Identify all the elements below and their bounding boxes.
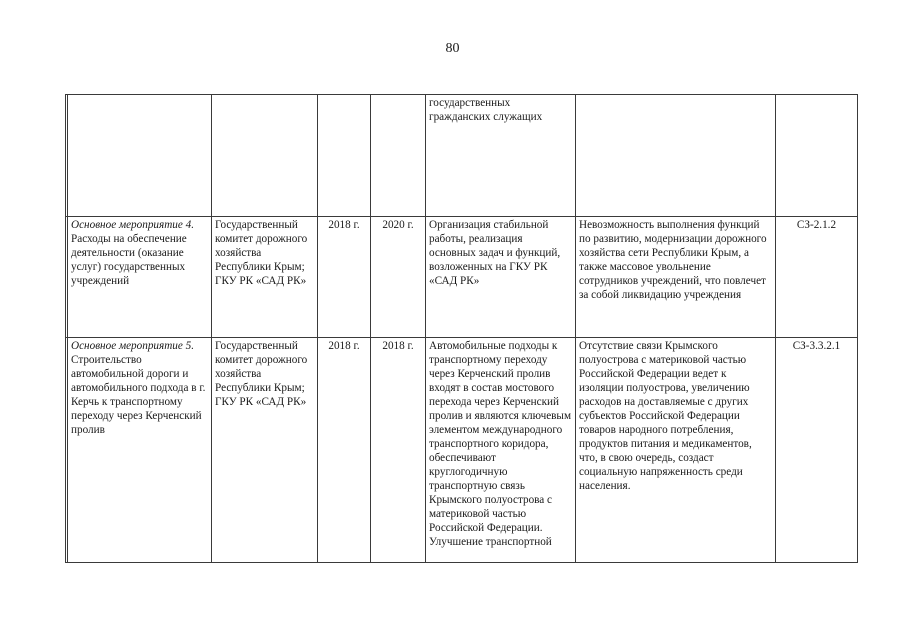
start-year-cell — [318, 95, 371, 217]
end-year-cell: 2018 г. — [371, 338, 426, 563]
result-cell: государственных гражданских служащих — [426, 95, 576, 217]
executor-cell: Государственный комитет дорожного хозяйства Республики Крым; ГКУ РК «САД РК» — [212, 217, 318, 338]
measure-cell — [68, 95, 212, 217]
measure-heading: Основное мероприятие 4. — [71, 219, 195, 231]
table-row — [66, 95, 858, 217]
measure-heading: Основное мероприятие 5. — [71, 340, 195, 352]
measure-text: Расходы на обеспечение деятельности (оказание услуг) государственных учреждений — [71, 233, 187, 287]
indicator-code-cell: СЗ-2.1.2 — [776, 217, 858, 338]
indicator-code-cell: СЗ-3.3.2.1 — [776, 338, 858, 563]
consequence-cell — [576, 95, 776, 217]
start-year-cell: 2018 г. — [318, 217, 371, 338]
table-row — [66, 217, 858, 338]
indicator-code-cell — [776, 95, 858, 217]
result-cell: Автомобильные подходы к транспортному переходу через Керченский пролив входят в состав мостового перехода через Керченский пролив и являются ключевым элементом международного транспортного коридора, обеспечивают круглогодичную транспортную связь Крымского полуострова с материковой частью Российской Федерации. Улучшение транспортной — [426, 338, 576, 563]
measure-cell — [68, 338, 212, 563]
executor-cell — [212, 95, 318, 217]
executor-cell: Государственный комитет дорожного хозяйства Республики Крым; ГКУ РК «САД РК» — [212, 338, 318, 563]
start-year-cell: 2018 г. — [318, 338, 371, 563]
page-number: 80 — [445, 41, 460, 56]
measure-text: Строительство автомобильной дороги и автомобильного подхода в г. Керчь к транспортному переходу через Керченский пролив — [71, 354, 206, 436]
result-cell: Организация стабильной работы, реализация основных задач и функций, возложенных на ГКУ РК «САД РК» — [426, 217, 576, 338]
measures-table — [65, 94, 858, 563]
consequence-cell: Невозможность выполнения функций по развитию, модернизации дорожного хозяйства сети Республики Крым, а также массовое увольнение сотрудников учреждений, что повлечет за собой ликвидацию учреждения — [576, 217, 776, 338]
consequence-cell: Отсутствие связи Крымского полуострова с материковой частью Российской Федерации ведет к изоляции полуострова, увеличению расходов на доставляемые с других субъектов Российской Федерации товаров народного потребления, продуктов питания и медикаментов, что, в свою очередь, создаст социальную напряженность среди населения. — [576, 338, 776, 563]
end-year-cell: 2020 г. — [371, 217, 426, 338]
measure-cell — [68, 217, 212, 338]
end-year-cell — [371, 95, 426, 217]
table-row — [66, 338, 858, 563]
